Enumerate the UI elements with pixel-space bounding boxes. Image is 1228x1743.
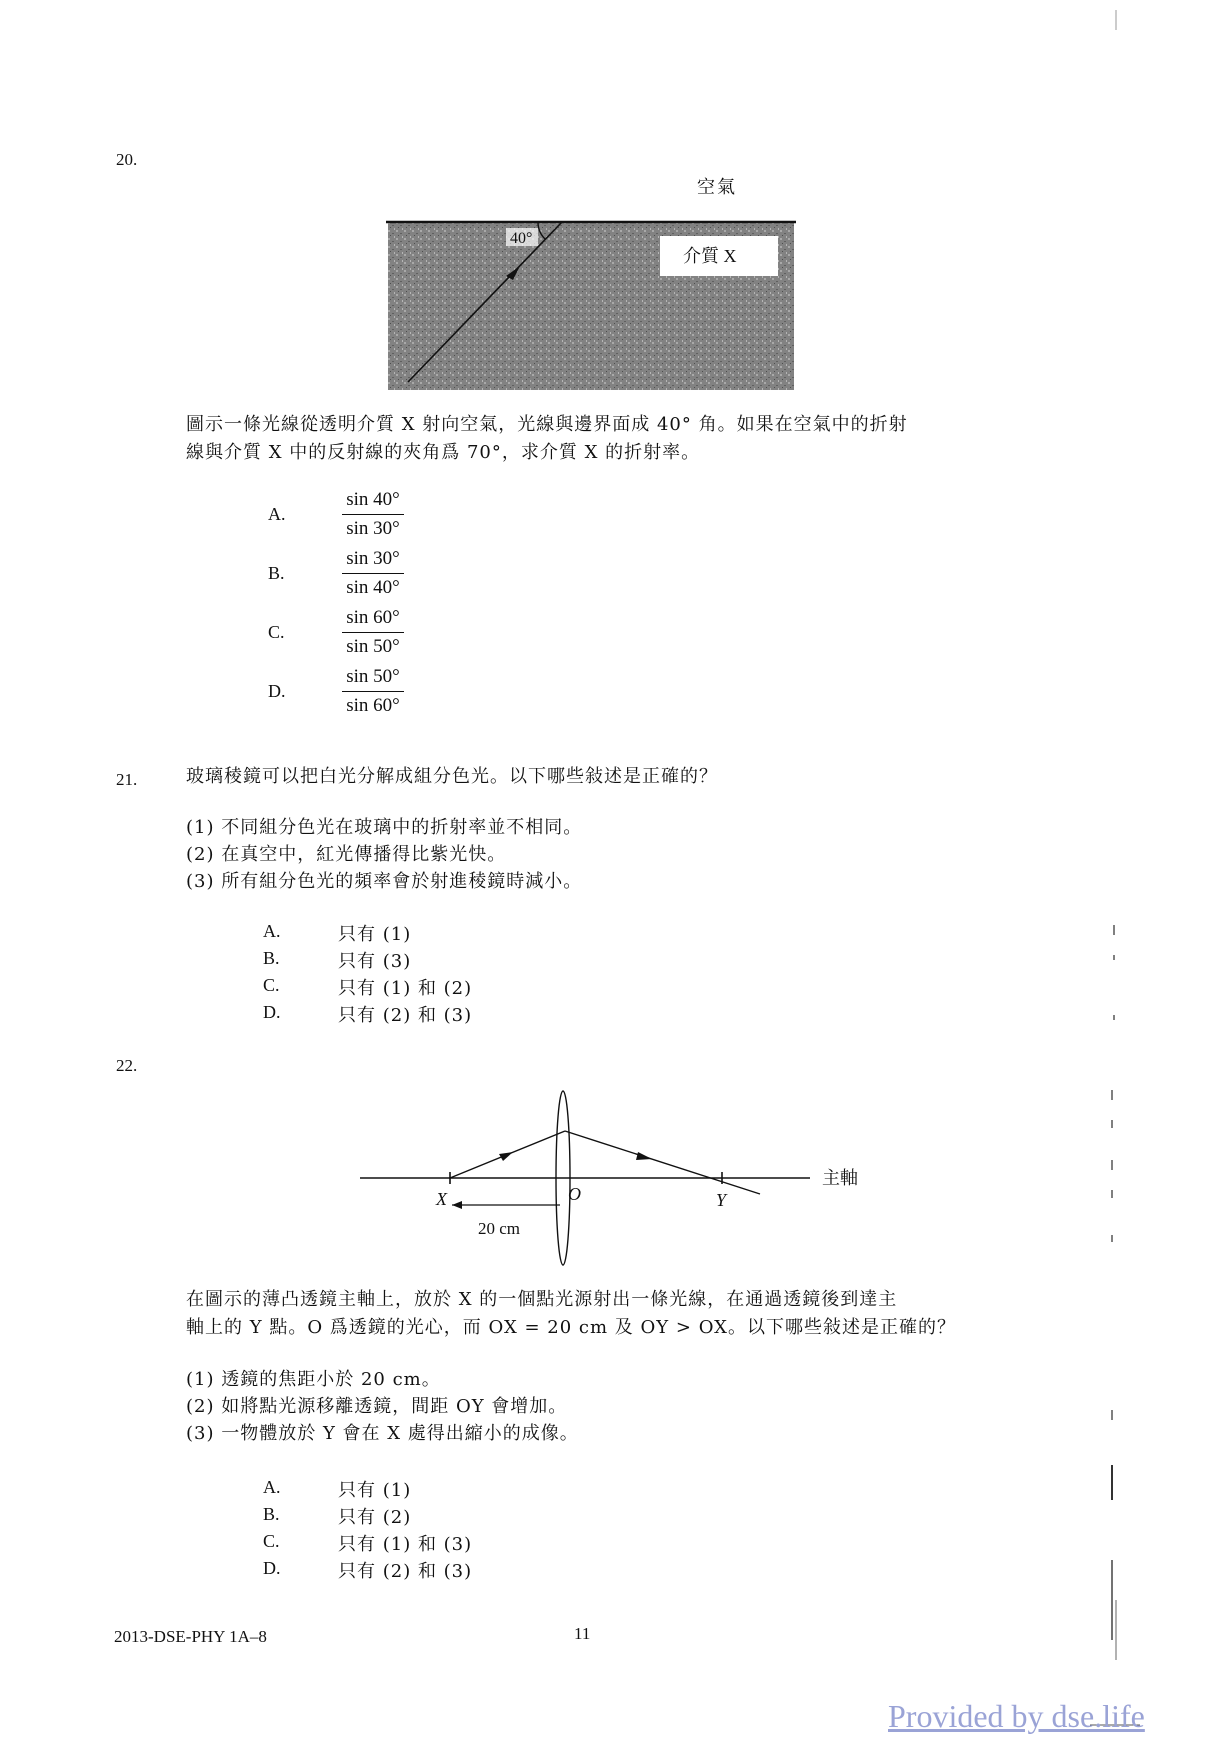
paper-code: 2013-DSE-PHY 1A–8: [114, 1627, 267, 1646]
source-watermark: Provided by dse.life: [888, 1698, 1145, 1734]
option-text: 只有 (3): [338, 951, 412, 972]
label-y: Y: [716, 1190, 727, 1210]
option-letter: C.: [263, 1531, 280, 1551]
option-text: 只有 (1): [338, 1480, 412, 1501]
question-stem-line-2: 軸上的 Y 點。O 爲透鏡的光心，而 OX = 20 cm 及 OY > OX。以下哪些敍述是正確的？: [186, 1317, 956, 1338]
option-text: 只有 (2): [338, 1507, 412, 1528]
scan-margin-marks: [1090, 0, 1228, 1743]
fraction-denominator: sin 50°: [346, 636, 400, 657]
option-letter: A.: [263, 921, 281, 941]
option-letter: A.: [268, 504, 286, 524]
fraction-denominator: sin 40°: [346, 577, 400, 598]
statement: (2) 如將點光源移離透鏡，間距 OY 會增加。: [186, 1396, 568, 1417]
distance-arrow-head: [452, 1201, 462, 1209]
option-fraction: [342, 548, 404, 599]
option-fraction: [342, 666, 404, 717]
question-number: 22.: [116, 1056, 138, 1075]
fraction-denominator: sin 30°: [346, 518, 400, 539]
lens-diagram: [340, 1080, 900, 1270]
fraction-denominator: sin 60°: [346, 695, 400, 716]
page-number: 11: [574, 1624, 591, 1643]
medium-label: 介質 X: [683, 246, 737, 266]
fraction-numerator: sin 40°: [342, 489, 404, 515]
air-label: 空氣: [697, 177, 737, 198]
option-text: 只有 (2) 和 (3): [338, 1005, 473, 1026]
option-letter: B.: [263, 1504, 280, 1524]
option-fraction: [342, 607, 404, 658]
incident-ray-arrow: [499, 1152, 513, 1161]
statement: (3) 一物體放於 Y 會在 X 處得出縮小的成像。: [186, 1423, 579, 1444]
option-letter: B.: [263, 948, 280, 968]
question-stem-line-2: 線與介質 X 中的反射線的夾角爲 70°，求介質 X 的折射率。: [186, 442, 701, 463]
label-o: O: [568, 1184, 581, 1204]
question-number: 21.: [116, 770, 138, 789]
statement: (3) 所有組分色光的頻率會於射進稜鏡時減小。: [186, 871, 583, 892]
statement: (2) 在真空中，紅光傳播得比紫光快。: [186, 844, 507, 865]
question-stem-line-1: 圖示一條光線從透明介質 X 射向空氣，光線與邊界面成 40° 角。如果在空氣中的折射: [186, 414, 908, 435]
label-x: X: [436, 1189, 447, 1209]
refracted-ray: [565, 1131, 760, 1194]
option-letter: C.: [268, 622, 285, 642]
question-stem: 玻璃稜鏡可以把白光分解成組分色光。以下哪些敍述是正確的？: [186, 766, 718, 787]
option-text: 只有 (1): [338, 924, 412, 945]
refraction-diagram: [380, 214, 800, 394]
option-text: 只有 (2) 和 (3): [338, 1561, 473, 1582]
question-stem-line-1: 在圖示的薄凸透鏡主軸上，放於 X 的一個點光源射出一條光線，在通過透鏡後到達主: [186, 1289, 898, 1310]
fraction-numerator: sin 30°: [342, 548, 404, 574]
statement: (1) 透鏡的焦距小於 20 cm。: [186, 1369, 441, 1390]
distance-label: 20 cm: [478, 1219, 521, 1238]
option-text: 只有 (1) 和 (3): [338, 1534, 473, 1555]
fraction-numerator: sin 60°: [342, 607, 404, 633]
option-letter: A.: [263, 1477, 281, 1497]
fraction-numerator: sin 50°: [342, 666, 404, 692]
statement: (1) 不同組分色光在玻璃中的折射率並不相同。: [186, 817, 583, 838]
option-text: 只有 (1) 和 (2): [338, 978, 473, 999]
angle-label: 40°: [510, 230, 533, 247]
option-letter: D.: [268, 681, 286, 701]
option-letter: B.: [268, 563, 285, 583]
option-letter: C.: [263, 975, 280, 995]
refracted-ray-arrow: [636, 1152, 652, 1160]
option-letter: D.: [263, 1558, 281, 1578]
question-number: 20.: [116, 150, 138, 169]
option-fraction: [342, 489, 404, 540]
option-letter: D.: [263, 1002, 281, 1022]
axis-label: 主軸: [822, 1168, 858, 1188]
